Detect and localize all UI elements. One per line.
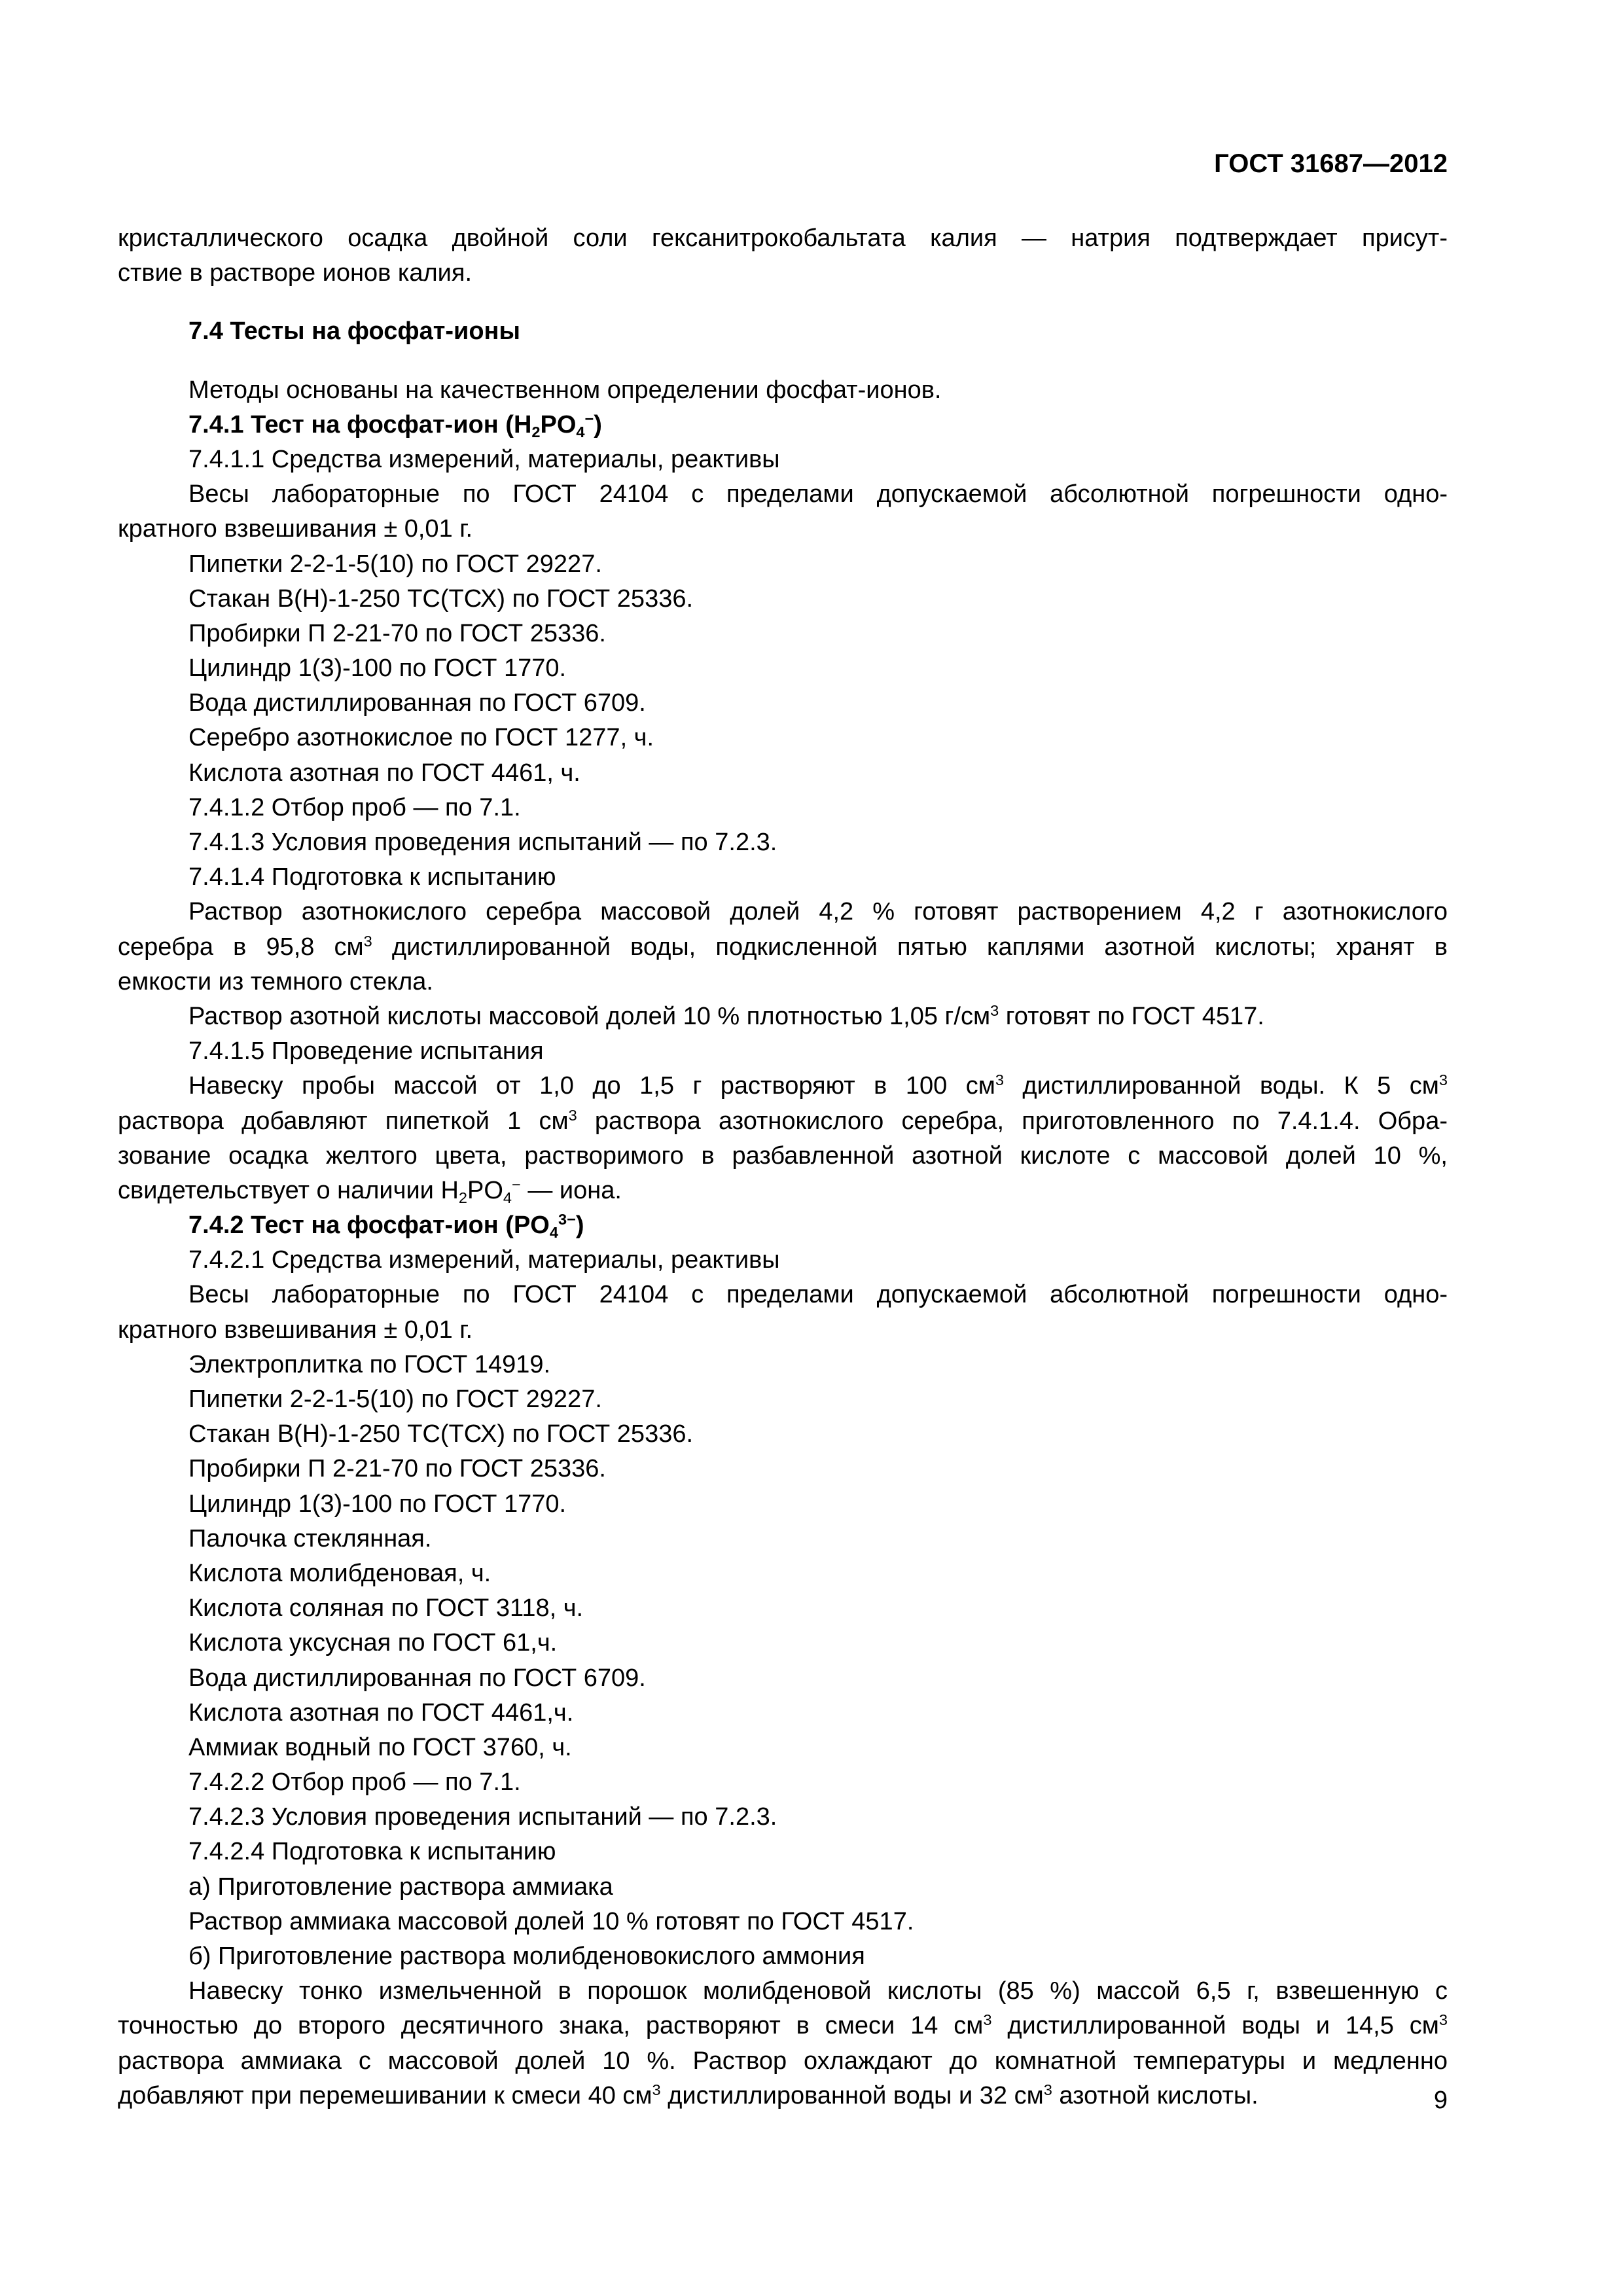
list-item: Стакан В(Н)-1-250 ТС(ТСХ) по ГОСТ 25336.	[188, 584, 694, 613]
paragraph-line: кратного взвешивания ± 0,01 г.	[118, 1316, 473, 1344]
document-code-header: ГОСТ 31687—2012	[1214, 149, 1448, 178]
page-number: 9	[1433, 2087, 1448, 2114]
subsection-heading: 7.4.1.3 Условия проведения испытаний — по 7.2.3.	[188, 829, 777, 856]
list-item: Вода дистиллированная по ГОСТ 6709.	[188, 689, 646, 717]
list-item: б) Приготовление раствора молибденовокислого аммония	[188, 1943, 865, 1970]
subsection-heading: 7.4.1.1 Средства измерений, материалы, реактивы	[188, 445, 780, 473]
paragraph-line: кристаллического осадка двойной соли гексанитрокобальтата калия — натрия подтверждает присут-	[118, 224, 1448, 252]
document-body	[118, 221, 1448, 2113]
paragraph-line: точностью до второго десятичного знака, растворяют в смеси 14 $см^3$ дистиллированной воды и 14,5 $см^3$	[118, 2011, 1448, 2040]
section-heading-7-4: 7.4 Тесты на фосфат-ионы	[188, 317, 520, 346]
subsection-heading: 7.4.1.5 Проведение испытания	[188, 1037, 544, 1066]
paragraph-line: раствора добавляют пипеткой 1 $см^3$ раствора азотнокислого серебра, приготовленного по 7.4.1.4. Обра-	[118, 1106, 1448, 1135]
subsection-heading: 7.4.1.2 Отбор проб — по 7.1.	[188, 793, 521, 821]
paragraph-line: Раствор азотной кислоты массовой долей 10 % плотностью 1,05 $г/см^3$ готовят по ГОСТ 4517.	[188, 1001, 1264, 1030]
paragraph-line: Весы лабораторные по ГОСТ 24104 с пределами допускаемой абсолютной погрешности одно-	[188, 480, 1448, 509]
list-item: Пипетки 2-2-1-5(10) по ГОСТ 29227.	[188, 1386, 602, 1413]
list-item: Аммиак водный по ГОСТ 3760, ч.	[188, 1733, 572, 1761]
list-item: Кислота молибденовая, ч.	[188, 1559, 491, 1587]
list-item: Цилиндр 1(3)-100 по ГОСТ 1770.	[188, 1490, 567, 1518]
list-item: Кислота соляная по ГОСТ 3118, ч.	[188, 1594, 584, 1623]
list-item: Цилиндр 1(3)-100 по ГОСТ 1770.	[188, 655, 567, 683]
subsection-heading: 7.4.1.4 Подготовка к испытанию	[188, 863, 556, 891]
list-item: Вода дистиллированная по ГОСТ 6709.	[188, 1664, 646, 1692]
list-item: Серебро азотнокислое по ГОСТ 1277, ч.	[188, 724, 654, 752]
paragraph-line: Методы основаны на качественном определении фосфат-ионов.	[188, 376, 942, 404]
subsection-heading: 7.4.2.4 Подготовка к испытанию	[188, 1838, 556, 1866]
list-item: а) Приготовление раствора аммиака	[188, 1873, 613, 1901]
paragraph-line: серебра в 95,8 $см^3$ дистиллированной воды, подкисленной пятью каплями азотной кислоты; хранят в	[118, 932, 1448, 961]
paragraph-line: Раствор аммиака массовой долей 10 % готовят по ГОСТ 4517.	[188, 1907, 914, 1935]
paragraph-line: зование осадка желтого цвета, растворимого в разбавленной азотной кислоте с массовой долей 10 %,	[118, 1141, 1448, 1170]
paragraph-line: ствие в растворе ионов калия.	[118, 259, 472, 287]
list-item: Пробирки П 2-21-70 по ГОСТ 25336.	[188, 1455, 606, 1483]
paragraph-line: Навеску пробы массой от 1,0 до 1,5 г растворяют в 100 $см^3$ дистиллированной воды. К 5 $см^3$	[188, 1071, 1448, 1100]
section-heading-7-4-2: 7.4.2 Тест на фосфат-ион $(PO_4^{3-})$	[188, 1211, 584, 1242]
list-item: Стакан В(Н)-1-250 ТС(ТСХ) по ГОСТ 25336.	[188, 1420, 694, 1448]
list-item: Пробирки П 2-21-70 по ГОСТ 25336.	[188, 619, 606, 647]
list-item: Электроплитка по ГОСТ 14919.	[188, 1350, 551, 1378]
paragraph-line: свидетельствует о наличии $H_2PO_4^-$ — иона.	[118, 1175, 622, 1206]
paragraph-line: емкости из темного стекла.	[118, 967, 433, 996]
subsection-heading: 7.4.2.3 Условия проведения испытаний — по 7.2.3.	[188, 1803, 777, 1831]
paragraph-line: Весы лабораторные по ГОСТ 24104 с пределами допускаемой абсолютной погрешности одно-	[188, 1281, 1448, 1309]
list-item: Кислота уксусная по ГОСТ 61,ч.	[188, 1629, 558, 1657]
section-heading-7-4-1: 7.4.1 Тест на фосфат-ион $(H_2PO_4^-)$	[188, 410, 602, 440]
list-item: Кислота азотная по ГОСТ 4461,ч.	[188, 1698, 574, 1727]
paragraph-line: Раствор азотнокислого серебра массовой долей 4,2 % готовят растворением 4,2 г азотнокислого	[188, 898, 1448, 926]
list-item: Пипетки 2-2-1-5(10) по ГОСТ 29227.	[188, 550, 602, 578]
list-item: Кислота азотная по ГОСТ 4461, ч.	[188, 759, 580, 787]
paragraph-line: Навеску тонко измельченной в порошок молибденовой кислоты (85 %) массой 6,5 г, взвешенную с	[188, 1977, 1448, 2005]
paragraph-line: раствора аммиака с массовой долей 10 %. Раствор охлаждают до комнатной температуры и медленно	[118, 2047, 1448, 2075]
paragraph-line: добавляют при перемешивании к смеси 40 $см^3$ дистиллированной воды и 32 $см^3$ азотной кислоты.	[118, 2081, 1258, 2109]
list-item: Палочка стеклянная.	[188, 1524, 432, 1552]
paragraph-line: кратного взвешивания ± 0,01 г.	[118, 515, 473, 543]
subsection-heading: 7.4.2.1 Средства измерений, материалы, реактивы	[188, 1246, 780, 1274]
subsection-heading: 7.4.2.2 Отбор проб — по 7.1.	[188, 1768, 521, 1797]
